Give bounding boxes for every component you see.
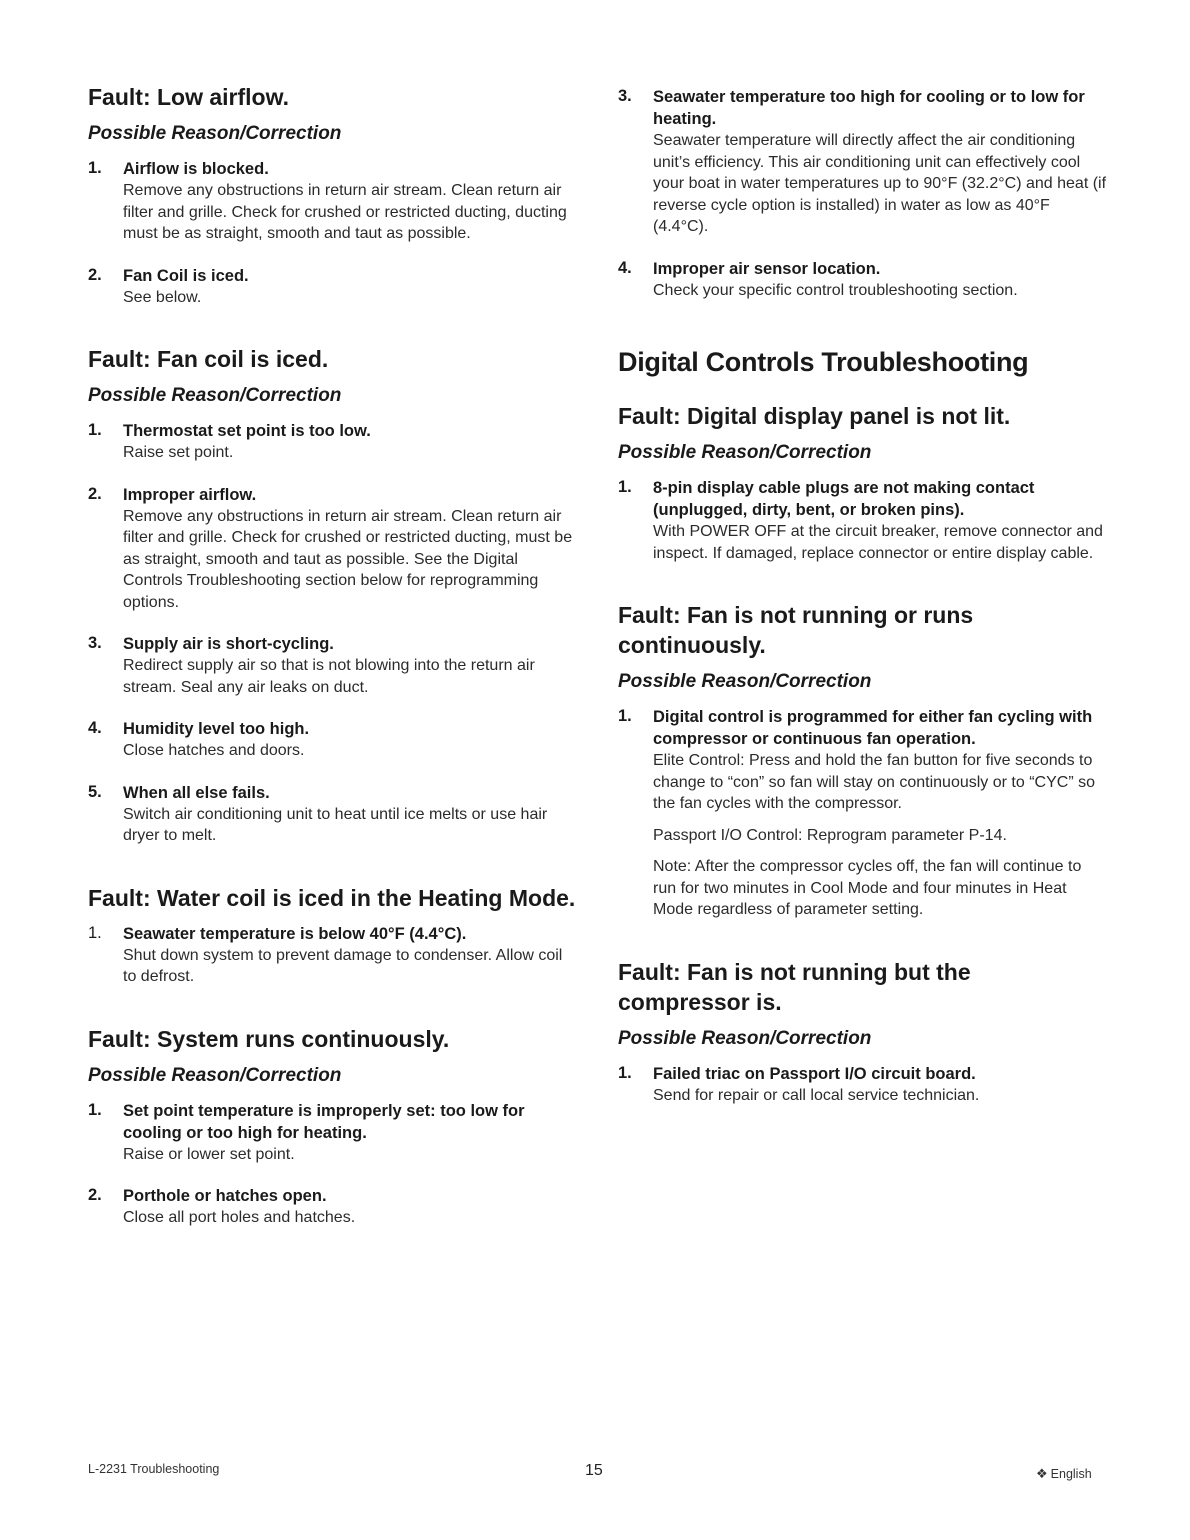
fault-heading: Fault: Low airflow. [88, 84, 290, 110]
fault-heading: Fault: Fan is not running or runs continuously. [618, 602, 974, 658]
item-title: Airflow is blocked. [123, 160, 269, 178]
list-item [618, 477, 1108, 564]
item-title: Fan Coil is iced. [123, 266, 249, 285]
item-title: 8-pin display cable plugs are not making contact (unplugged, dirty, bent, or broken pins). [653, 479, 1035, 519]
section-title: Digital Controls Troubleshooting [618, 347, 1029, 377]
fault-display-not-lit [618, 401, 1108, 564]
continued-items [618, 86, 1108, 301]
item-title: Supply air is short-cycling. [123, 635, 334, 653]
item-body: Remove any obstructions in return air stream. Clean return air filter and grille. Check for crushed or restricted ducting, ducting must be as straight, smooth and taut as possible. [123, 182, 567, 242]
item-body: Check your specific control troubleshooting section. [653, 281, 1018, 299]
item-title: Porthole or hatches open. [123, 1187, 327, 1205]
item-number: 3. [88, 634, 102, 652]
item-number: 1. [618, 478, 632, 496]
subheading: Possible Reason/Correction [618, 671, 872, 692]
list-item [88, 484, 578, 614]
item-body: Close all port holes and hatches. [123, 1209, 356, 1226]
item-number: 2. [88, 265, 102, 284]
item-number: 1. [88, 159, 102, 177]
item-number: 1. [618, 707, 632, 725]
item-number: 4. [618, 258, 632, 277]
item-extra-passport: Passport I/O Control: Reprogram parameter P-14. [653, 826, 1007, 844]
item-body: Raise or lower set point. [123, 1145, 295, 1163]
item-title: Humidity level too high. [123, 720, 310, 738]
left-column [88, 82, 578, 1249]
item-title: Thermostat set point is too low. [123, 422, 371, 440]
item-body: Shut down system to prevent damage to condenser. Allow coil to defrost. [123, 946, 563, 985]
fault-fan-not-running [618, 957, 1108, 1107]
right-column [618, 86, 1108, 1126]
page-number: 15 [585, 1462, 603, 1479]
list-item [88, 158, 578, 245]
list-item [88, 1185, 578, 1229]
list-item [88, 718, 578, 762]
fault-heading: Fault: Digital display panel is not lit. [618, 403, 1011, 429]
list-item [88, 1100, 578, 1166]
subheading: Possible Reason/Correction [88, 123, 342, 144]
fault-fan-coil-iced [88, 344, 578, 847]
item-number: 2. [88, 484, 102, 503]
list-item [618, 706, 1108, 921]
list-item [88, 420, 578, 464]
list-item [88, 633, 578, 698]
list-item [618, 86, 1108, 238]
subheading: Possible Reason/Correction [88, 385, 342, 406]
item-body: Redirect supply air so that is not blowing into the return air stream. Seal any air leaks on duct. [123, 657, 535, 696]
fault-heading: Fault: Fan is not running but the compressor is. [618, 958, 971, 1015]
item-number: 4. [88, 719, 102, 737]
subheading: Possible Reason/Correction [88, 1064, 342, 1086]
item-number: 1. [88, 1100, 102, 1119]
fault-water-coil-iced [88, 883, 578, 988]
subheading: Possible Reason/Correction [618, 442, 872, 463]
list-item [618, 1063, 1108, 1107]
list-item [88, 923, 578, 988]
item-title: When all else fails. [123, 783, 270, 802]
list-item [618, 258, 1108, 302]
item-number: 2. [88, 1186, 102, 1204]
fault-low-airflow [88, 82, 578, 308]
diamond-cluster-icon: ❖ [1036, 1466, 1048, 1481]
item-title: Set point temperature is improperly set: too low for cooling or too high for heating. [123, 1101, 525, 1142]
item-body: Send for repair or call local service technician. [653, 1086, 980, 1104]
item-title: Seawater temperature too high for cooling or to low for heating. [653, 88, 1085, 128]
footer-language [1036, 1466, 1092, 1482]
item-body: Raise set point. [123, 444, 234, 461]
subheading: Possible Reason/Correction [618, 1027, 872, 1049]
item-title: Digital control is programmed for either fan cycling with compressor or continuous fan operation. [653, 708, 1093, 748]
list-item [88, 265, 578, 309]
footer-doc-label: L-2231 Troubleshooting [88, 1462, 220, 1476]
item-title: Seawater temperature is below 40°F (4.4°C). [123, 924, 467, 943]
fault-fan-runs-continuously [618, 600, 1108, 921]
item-body: With POWER OFF at the circuit breaker, remove connector and inspect. If damaged, replace connector or entire display cable. [653, 523, 1103, 562]
item-body: Seawater temperature will directly affect the air conditioning unit’s efficiency. This air conditioning unit can effectively cool your boat in water temperatures up to 90°F (32.2°C) and heat (if reverse cycle option is installed) in water as low as 40°F (4.4°C). [653, 132, 1107, 235]
list-item [88, 782, 578, 847]
fault-heading: Fault: System runs continuously. [88, 1025, 450, 1052]
item-number: 1. [618, 1063, 632, 1082]
item-number: 1. [88, 923, 102, 942]
item-title: Improper airflow. [123, 485, 257, 504]
item-title: Failed triac on Passport I/O circuit board. [653, 1064, 976, 1083]
fault-heading: Fault: Fan coil is iced. [88, 346, 329, 372]
item-body: Switch air conditioning unit to heat until ice melts or use hair dryer to melt. [123, 805, 548, 844]
item-number: 1. [88, 421, 102, 439]
language-label: English [1050, 1467, 1092, 1481]
item-body: Close hatches and doors. [123, 742, 305, 759]
item-extra-note: Note: After the compressor cycles off, the fan will continue to run for two minutes in Cool Mode and four minutes in Heat Mode regardless of parameter setting. [653, 858, 1082, 918]
item-title: Improper air sensor location. [653, 259, 881, 278]
fault-system-runs-continuously [88, 1024, 578, 1229]
item-number: 5. [88, 782, 102, 801]
item-body: Elite Control: Press and hold the fan button for five seconds to change to “con” so fan will stay on continuously or to “CYC” so the fan cycles with the compressor. [653, 752, 1095, 812]
item-number: 3. [618, 87, 632, 105]
item-body: Remove any obstructions in return air stream. Clean return air filter and grille. Check for crushed or restricted ducting, must be as straight, smooth and taut as possible. See the Digital Controls Troubleshooting section below for reprogramming options. [123, 507, 573, 611]
fault-heading: Fault: Water coil is iced in the Heating Mode. [88, 884, 576, 911]
item-body: See below. [123, 288, 202, 306]
